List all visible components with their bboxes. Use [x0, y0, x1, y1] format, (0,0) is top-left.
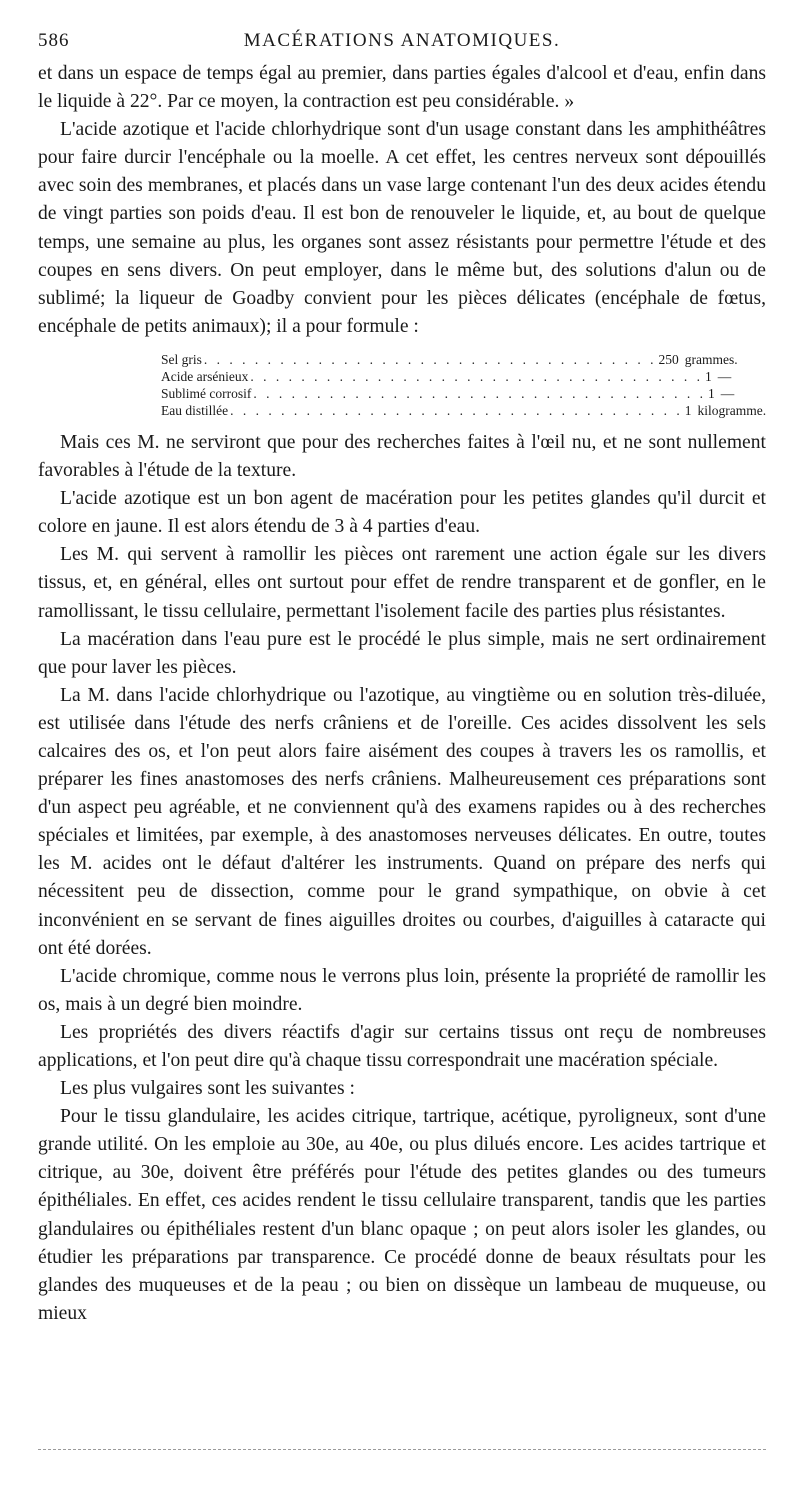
paragraph: Pour le tissu glandulaire, les acides citrique, tartrique, acétique, pyroligneux, sont d'une grande utilité. On les emploie au 30e, au 40e, ou plus dilués encore. Les acides tartrique et citrique, au 30e, doivent être préférés pour l'étude des petites glandes ou des tumeurs épithéliales. En effet, ces acides rendent le tissu cellulaire transparent, tandis que les parties glandulaires ou épithéliales restent d'un blanc opaque ; on peut alors isoler les glandes, ou étudier les préparations par transparence. Ce procédé donne de beaux résultats pour les glandes des muqueuses et de la peau ; ou bien on dissèque un lambeau de muqueuse, ou mieux [38, 1106, 766, 1324]
paragraph: Les M. qui servent à ramollir les pièces ont rarement une action égale sur les divers tissus, et, en général, elles ont surtout pour effet de rendre transparent et de gonfler, en le ramollissant, le tissu cellulaire, permettant l'isolement facile des parties plus résistantes. [38, 544, 766, 622]
paragraph: Les propriétés des divers réactifs d'agir sur certains tissus ont reçu de nombreuses applications, et l'on peut dire qu'à chaque tissu correspondrait une macération spéciale. [38, 1021, 766, 1071]
body-text-before-recipe [38, 60, 766, 341]
document-page [38, 30, 766, 1328]
formula-table [161, 351, 767, 419]
ingredient-name: Sublimé corrosif [161, 385, 252, 401]
ingredient-name: Sel gris [161, 351, 202, 367]
ingredient-unit: — [717, 368, 732, 384]
leader-dots: . . . . . . . . . . . . . . . . . . . . . . . . . . . . . . . . . . . . [253, 385, 706, 401]
ingredient-unit: grammes. [684, 351, 738, 367]
paragraph: La M. dans l'acide chlorhydrique ou l'azotique, au vingtième ou en solution très-diluée, est utilisée dans l'étude des nerfs crâniens et de l'oreille. Ces acides dissolvent les sels calcaires des os, et l'on peut alors faire aisément des coupes à travers les os ramollis, et préparer les fines anastomoses des nerfs crâniens. Malheureusement ces préparations sont d'un aspect peu agréable, et ne conviennent qu'à des examens rapides ou à des recherches spéciales et limitées, par exemple, à des anastomoses nerveuses délicates. En outre, toutes les M. acides ont le défaut d'altérer les instruments. Quand on prépare des nerfs qui nécessitent peu de dissection, comme pour le grand sympathique, on obvie à cet inconvénient en se servant de fines aiguilles droites ou courbes, d'aiguilles à cataracte qui ont été dorées. [38, 684, 766, 959]
ingredient-name: Acide arsénieux [161, 368, 249, 384]
formula-row [161, 351, 738, 368]
leader-dots: . . . . . . . . . . . . . . . . . . . . . . . . . . . . . . . . . . . . [203, 351, 657, 367]
paragraph: Les plus vulgaires sont les suivantes : [60, 1078, 355, 1100]
paragraph: et dans un espace de temps égal au premier, dans parties égales d'alcool et d'eau, enfin dans le liquide à 22°. Par ce moyen, la contraction est peu considérable. » [38, 63, 766, 113]
body-text-after-recipe [38, 429, 766, 1328]
bottom-rule [38, 1449, 766, 1450]
ingredient-unit: — [720, 385, 735, 401]
page-header [38, 30, 766, 60]
paragraph: L'acide azotique est un bon agent de macération pour les petites glandes qu'il durcit et colore en jaune. Il est alors étendu de 3 à 4 parties d'eau. [38, 488, 766, 538]
formula-row [161, 402, 767, 419]
ingredient-amount: 1 [684, 402, 692, 418]
leader-dots: . . . . . . . . . . . . . . . . . . . . . . . . . . . . . . . . . . . . [230, 402, 683, 418]
running-title: MACÉRATIONS ANATOMIQUES. [243, 30, 561, 51]
ingredient-name: Eau distillée [161, 402, 229, 418]
ingredient-amount: 1 [704, 368, 712, 384]
leader-dots: . . . . . . . . . . . . . . . . . . . . . . . . . . . . . . . . . . . . [250, 368, 703, 384]
paragraph: La macération dans l'eau pure est le procédé le plus simple, mais ne sert ordinairement que pour laver les pièces. [38, 628, 766, 678]
formula-row [161, 385, 735, 402]
paragraph: L'acide chromique, comme nous le verrons plus loin, présente la propriété de ramollir les os, mais à un degré bien moindre. [38, 965, 766, 1015]
ingredient-amount: 1 [708, 385, 715, 401]
formula-row [161, 368, 732, 385]
ingredient-amount: 250 [658, 351, 679, 367]
page-number: 586 [38, 30, 70, 51]
paragraph: Mais ces M. ne serviront que pour des recherches faites à l'œil nu, et ne sont nullement favorables à l'étude de la texture. [38, 431, 766, 482]
paragraph: L'acide azotique et l'acide chlorhydrique sont d'un usage constant dans les amphithéâtres pour faire durcir l'encéphale ou la moelle. A cet effet, les centres nerveux sont dépouillés avec soin des membranes, et placés dans un vase large contenant l'un des deux acides étendu de vingt parties son poids d'eau. Il est bon de renouveler le liquide, et, au bout de quelque temps, une semaine au plus, les organes sont assez résistants pour permettre l'étude et des coupes en sens divers. On peut employer, dans le même but, des solutions d'alun ou de sublimé; la liqueur de Goadby convient pour les pièces délicates (encéphale de fœtus, encéphale de petits animaux); il a pour formule : [38, 119, 766, 337]
ingredient-unit: kilogramme. [697, 402, 767, 418]
